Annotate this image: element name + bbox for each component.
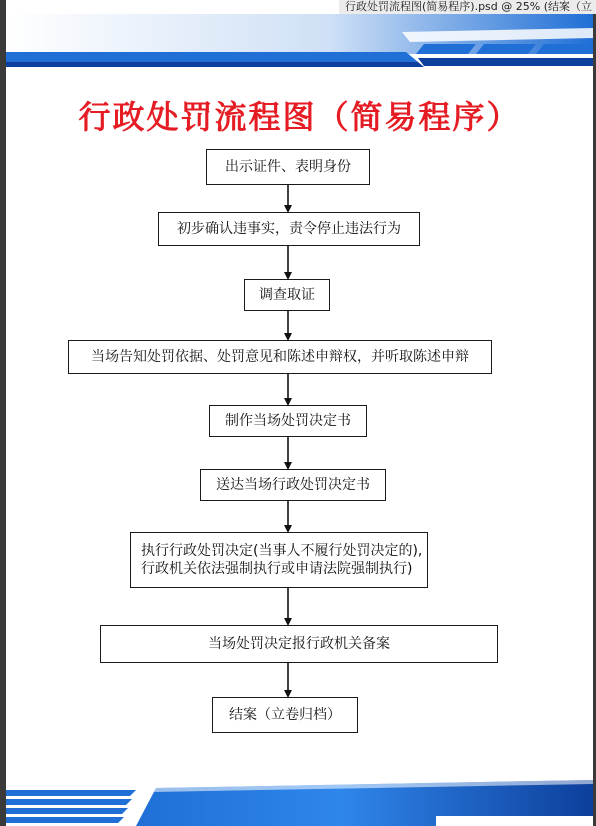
step-execute-line-2: 行政机关依法强制执行或申请法院强制执行) — [141, 561, 413, 577]
document-tab-title[interactable]: 行政处罚流程图(简易程序).psd @ 25% (结案（立 — [339, 0, 596, 14]
step-investigate: 调查取证 — [244, 279, 330, 311]
step-close-case: 结案（立卷归档） — [212, 697, 358, 733]
flow-connectors — [6, 14, 593, 826]
poster-canvas — [6, 14, 593, 826]
step-show-credentials: 出示证件、表明身份 — [206, 149, 370, 185]
step-make-decision: 制作当场处罚决定书 — [209, 405, 367, 437]
step-report-filing: 当场处罚决定报行政机关备案 — [100, 625, 498, 663]
bottom-banner — [6, 780, 593, 826]
step-confirm-violation: 初步确认违事实，责令停止违法行为 — [158, 212, 420, 246]
step-deliver-decision: 送达当场行政处罚决定书 — [200, 469, 386, 501]
poster-title: 行政处罚流程图（简易程序） — [78, 98, 521, 136]
step-execute-line-1: 执行行政处罚决定(当事人不履行处罚决定的), — [141, 543, 423, 559]
step-notify-and-hear: 当场告知处罚依据、处罚意见和陈述申辩权，并听取陈述申辩 — [68, 340, 492, 374]
